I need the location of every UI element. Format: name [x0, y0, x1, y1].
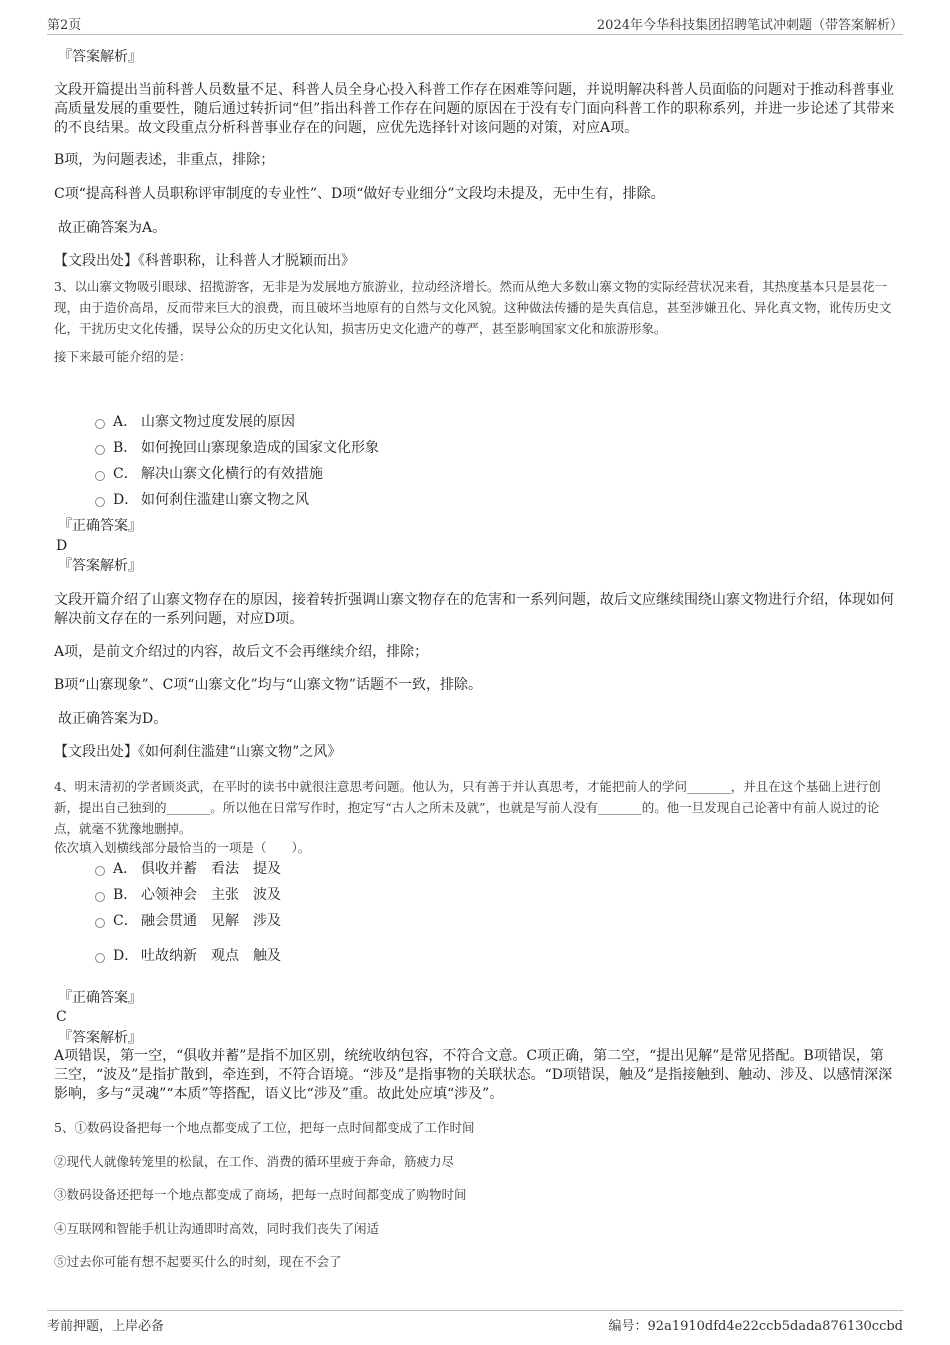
- radio-icon[interactable]: [95, 497, 105, 507]
- q3-analysis-label: 『答案解析』: [58, 558, 142, 574]
- q4-answer: C: [56, 1009, 67, 1025]
- q4-prompt: 依次填入划横线部分最恰当的一项是（ ）。: [54, 840, 311, 855]
- q4-analysis-text: A项错误，第一空，“俱收并蓄”是指不加区别，统统收纳包容，不符合文意。C项正确，第二空，“提出见解”是常见搭配。B项错误，第三空，“波及”是指扩散到，牵连到，不符合语境。“涉及”是指事物的关联状态。“D项错误，触及”是指接触到、触动、涉及、以感情深深影响，多与“灵魂”“本质”等搭配，语义比“涉及”重。故此处应填“涉及”。: [54, 1048, 893, 1102]
- radio-icon[interactable]: [95, 445, 105, 455]
- q5-line-1: 5、①数码设备把每一个地点都变成了工位，把每一点时间都变成了工作时间: [54, 1120, 475, 1135]
- q5-line-4: ④互联网和智能手机让沟通即时高效，同时我们丧失了闲适: [54, 1221, 380, 1236]
- radio-icon[interactable]: [95, 953, 105, 963]
- q5-line-2: ②现代人就像转笼里的松鼠，在工作、消费的循环里疲于奔命，筋疲力尽: [54, 1154, 455, 1169]
- q3-prompt: 接下来最可能介绍的是：: [54, 349, 192, 364]
- q3-answer-label: 『正确答案』: [58, 518, 142, 534]
- q3-option-b[interactable]: B． 如何挽回山寨现象造成的国家文化形象: [95, 438, 379, 458]
- q3-answer: D: [56, 538, 68, 554]
- q3-option-c[interactable]: C． 解决山寨文化横行的有效措施: [95, 464, 323, 484]
- q5-line-5: ⑤过去你可能有想不起要买什么的时刻，现在不会了: [54, 1254, 342, 1269]
- q2-analysis-text: 文段开篇提出当前科普人员数量不足、科普人员全身心投入科普工作存在困难等问题，并说明解决科普人员面临的问题对于推动科普事业高质量发展的重要性，随后通过转折词“但”指出科普工作存在问题的原因在于没有专门面向科普工作的职称系列，并进一步论述了其带来的不良结果。故文段重点分析科普事业存在的问题，应优先选择针对该问题的对策，对应A项。: [54, 82, 895, 136]
- q3-source: 【文段出处】《如何刹住滥建“山寨文物”之风》: [54, 744, 342, 760]
- footer-serial-number: 编号：92a1910dfd4e22ccb5dada876130ccbd: [608, 1319, 903, 1334]
- q2-option-b-note: B项，为问题表述，非重点，排除；: [54, 152, 275, 168]
- radio-icon[interactable]: [95, 892, 105, 902]
- radio-icon[interactable]: [95, 918, 105, 928]
- radio-icon[interactable]: [95, 866, 105, 876]
- footer-slogan: 考前押题，上岸必备: [47, 1319, 165, 1334]
- page-header: [47, 12, 903, 35]
- q4-option-c[interactable]: C． 融会贯通 见解 涉及: [95, 911, 281, 931]
- radio-icon[interactable]: [95, 471, 105, 481]
- radio-icon[interactable]: [95, 419, 105, 429]
- q3-option-a[interactable]: A． 山寨文物过度发展的原因: [95, 412, 295, 432]
- q2-option-cd-note: C项“提高科普人员职称评审制度的专业性”、D项“做好专业细分”文段均未提及，无中生有，排除。: [54, 186, 665, 202]
- q4-stem: 4、明末清初的学者顾炎武，在平时的读书中就很注意思考问题。他认为，只有善于并认真思考，才能把前人的学问_______，并且在这个基础上进行创新，提出自己独到的_______。所以他在日常写作时，抱定写“古人之所未及就”，也就是写前人没有_______的。他一旦发现自己论著中有前人说过的论点，就毫不犹豫地删掉。: [54, 779, 881, 836]
- q3-option-d[interactable]: D． 如何刹住滥建山寨文物之风: [95, 490, 309, 510]
- q4-option-d[interactable]: D． 吐故纳新 观点 触及: [95, 946, 281, 966]
- q3-analysis-text: 文段开篇介绍了山寨文物存在的原因，接着转折强调山寨文物存在的危害和一系列问题，故后文应继续围绕山寨文物进行介绍，体现如何解决前文存在的一系列问题，对应D项。: [54, 592, 894, 627]
- q4-option-b[interactable]: B． 心领神会 主张 波及: [95, 885, 281, 905]
- q3-option-a-note: A项，是前文介绍过的内容，故后文不会再继续介绍，排除；: [54, 644, 429, 660]
- document-title: 2024年今华科技集团招聘笔试冲刺题（带答案解析）: [596, 18, 903, 33]
- q3-conclusion: 故正确答案为D。: [58, 711, 168, 727]
- q2-conclusion: 故正确答案为A。: [58, 220, 167, 236]
- q4-analysis-label: 『答案解析』: [58, 1030, 142, 1046]
- q5-line-3: ③数码设备还把每一个地点都变成了商场，把每一点时间都变成了购物时间: [54, 1187, 467, 1202]
- q3-option-bc-note: B项“山寨现象”、C项“山寨文化”均与“山寨文物”话题不一致，排除。: [54, 677, 482, 693]
- q3-stem: 3、以山寨文物吸引眼球、招揽游客，无非是为发展地方旅游业，拉动经济增长。然而从绝大多数山寨文物的实际经营状况来看，其热度基本只是昙花一现，由于造价高昂，反而带来巨大的浪费，而且破坏当地原有的自然与文化风貌。这种做法传播的是失真信息，甚至涉嫌丑化、异化真文物，讹传历史文化，干扰历史文化传播，误导公众的历史文化认知，损害历史文化遗产的尊严，甚至影响国家文化和旅游形象。: [54, 279, 892, 336]
- page-number: 第2页: [47, 18, 82, 33]
- q4-answer-label: 『正确答案』: [58, 990, 142, 1006]
- page-footer: [47, 1310, 903, 1337]
- q2-analysis-label: 『答案解析』: [58, 49, 142, 65]
- q2-source: 【文段出处】《科普职称，让科普人才脱颖而出》: [54, 253, 355, 269]
- q4-option-a[interactable]: A． 俱收并蓄 看法 提及: [95, 859, 281, 879]
